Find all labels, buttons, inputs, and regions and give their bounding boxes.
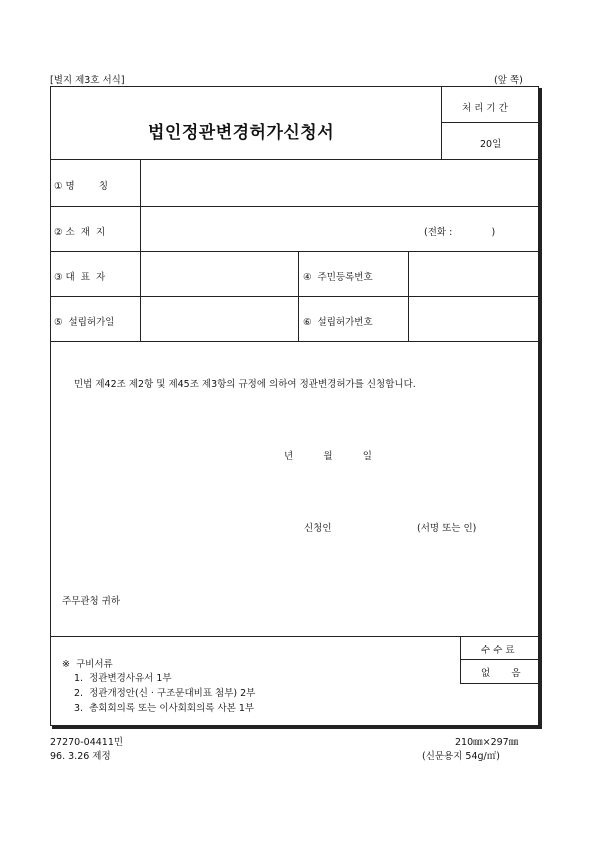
field-label-address: ② 소 재 지 [54,227,106,238]
frame-shadow-right [539,88,542,728]
permit-number-field[interactable] [409,297,538,340]
addressee: 주무관청 귀하 [62,596,121,607]
frame-shadow-bottom [52,726,542,729]
permit-date-field[interactable] [141,297,297,340]
enactment-date: 96. 3.26 제정 [50,751,111,762]
attachment-item-1: 1. 정관변경사유서 1부 [74,673,172,684]
paper-type: (신문용지 54g/㎡) [422,751,500,762]
phone-label: (전화 : ) [424,227,496,238]
application-statement: 민법 제42조 제2항 및 제45조 제3항의 규정에 의하여 정관변경허가를 신청합니다. [74,379,416,390]
field-label-resident-number: ④ 주민등록번호 [303,272,373,283]
representative-field[interactable] [141,252,297,295]
form-title: 법인정관변경허가신청서 [148,123,335,143]
fee-value: 없 음 [481,668,521,679]
fee-label: 수 수 료 [481,645,515,656]
processing-period-label: 처 리 기 간 [462,103,508,114]
name-field[interactable] [141,160,538,205]
applicant-label: 신청인 [304,523,332,534]
field-label-permit-number: ⑥ 설립허가번호 [303,317,373,328]
field-label-permit-date: ⑤ 설립허가일 [54,317,115,328]
page-side-label: (앞 쪽) [494,75,523,86]
attachment-item-2: 2. 정관개정안(신 · 구조문대비표 첨부) 2부 [74,688,256,699]
paper-size: 210㎜×297㎜ [455,737,519,748]
field-label-name: ① 명 칭 [54,181,109,192]
form-number: [별지 제3호 서식] [50,75,125,86]
date-line: 년 월 일 [284,451,372,462]
signature-label: (서명 또는 인) [417,523,477,534]
processing-period-value: 20일 [480,139,502,150]
attachment-item-3: 3. 총회회의록 또는 이사회회의록 사본 1부 [74,703,255,714]
field-label-representative: ③ 대 표 자 [54,272,106,283]
form-code: 27270-04411민 [50,737,124,748]
attachments-heading: ※ 구비서류 [62,659,113,670]
resident-number-field[interactable] [409,252,538,295]
